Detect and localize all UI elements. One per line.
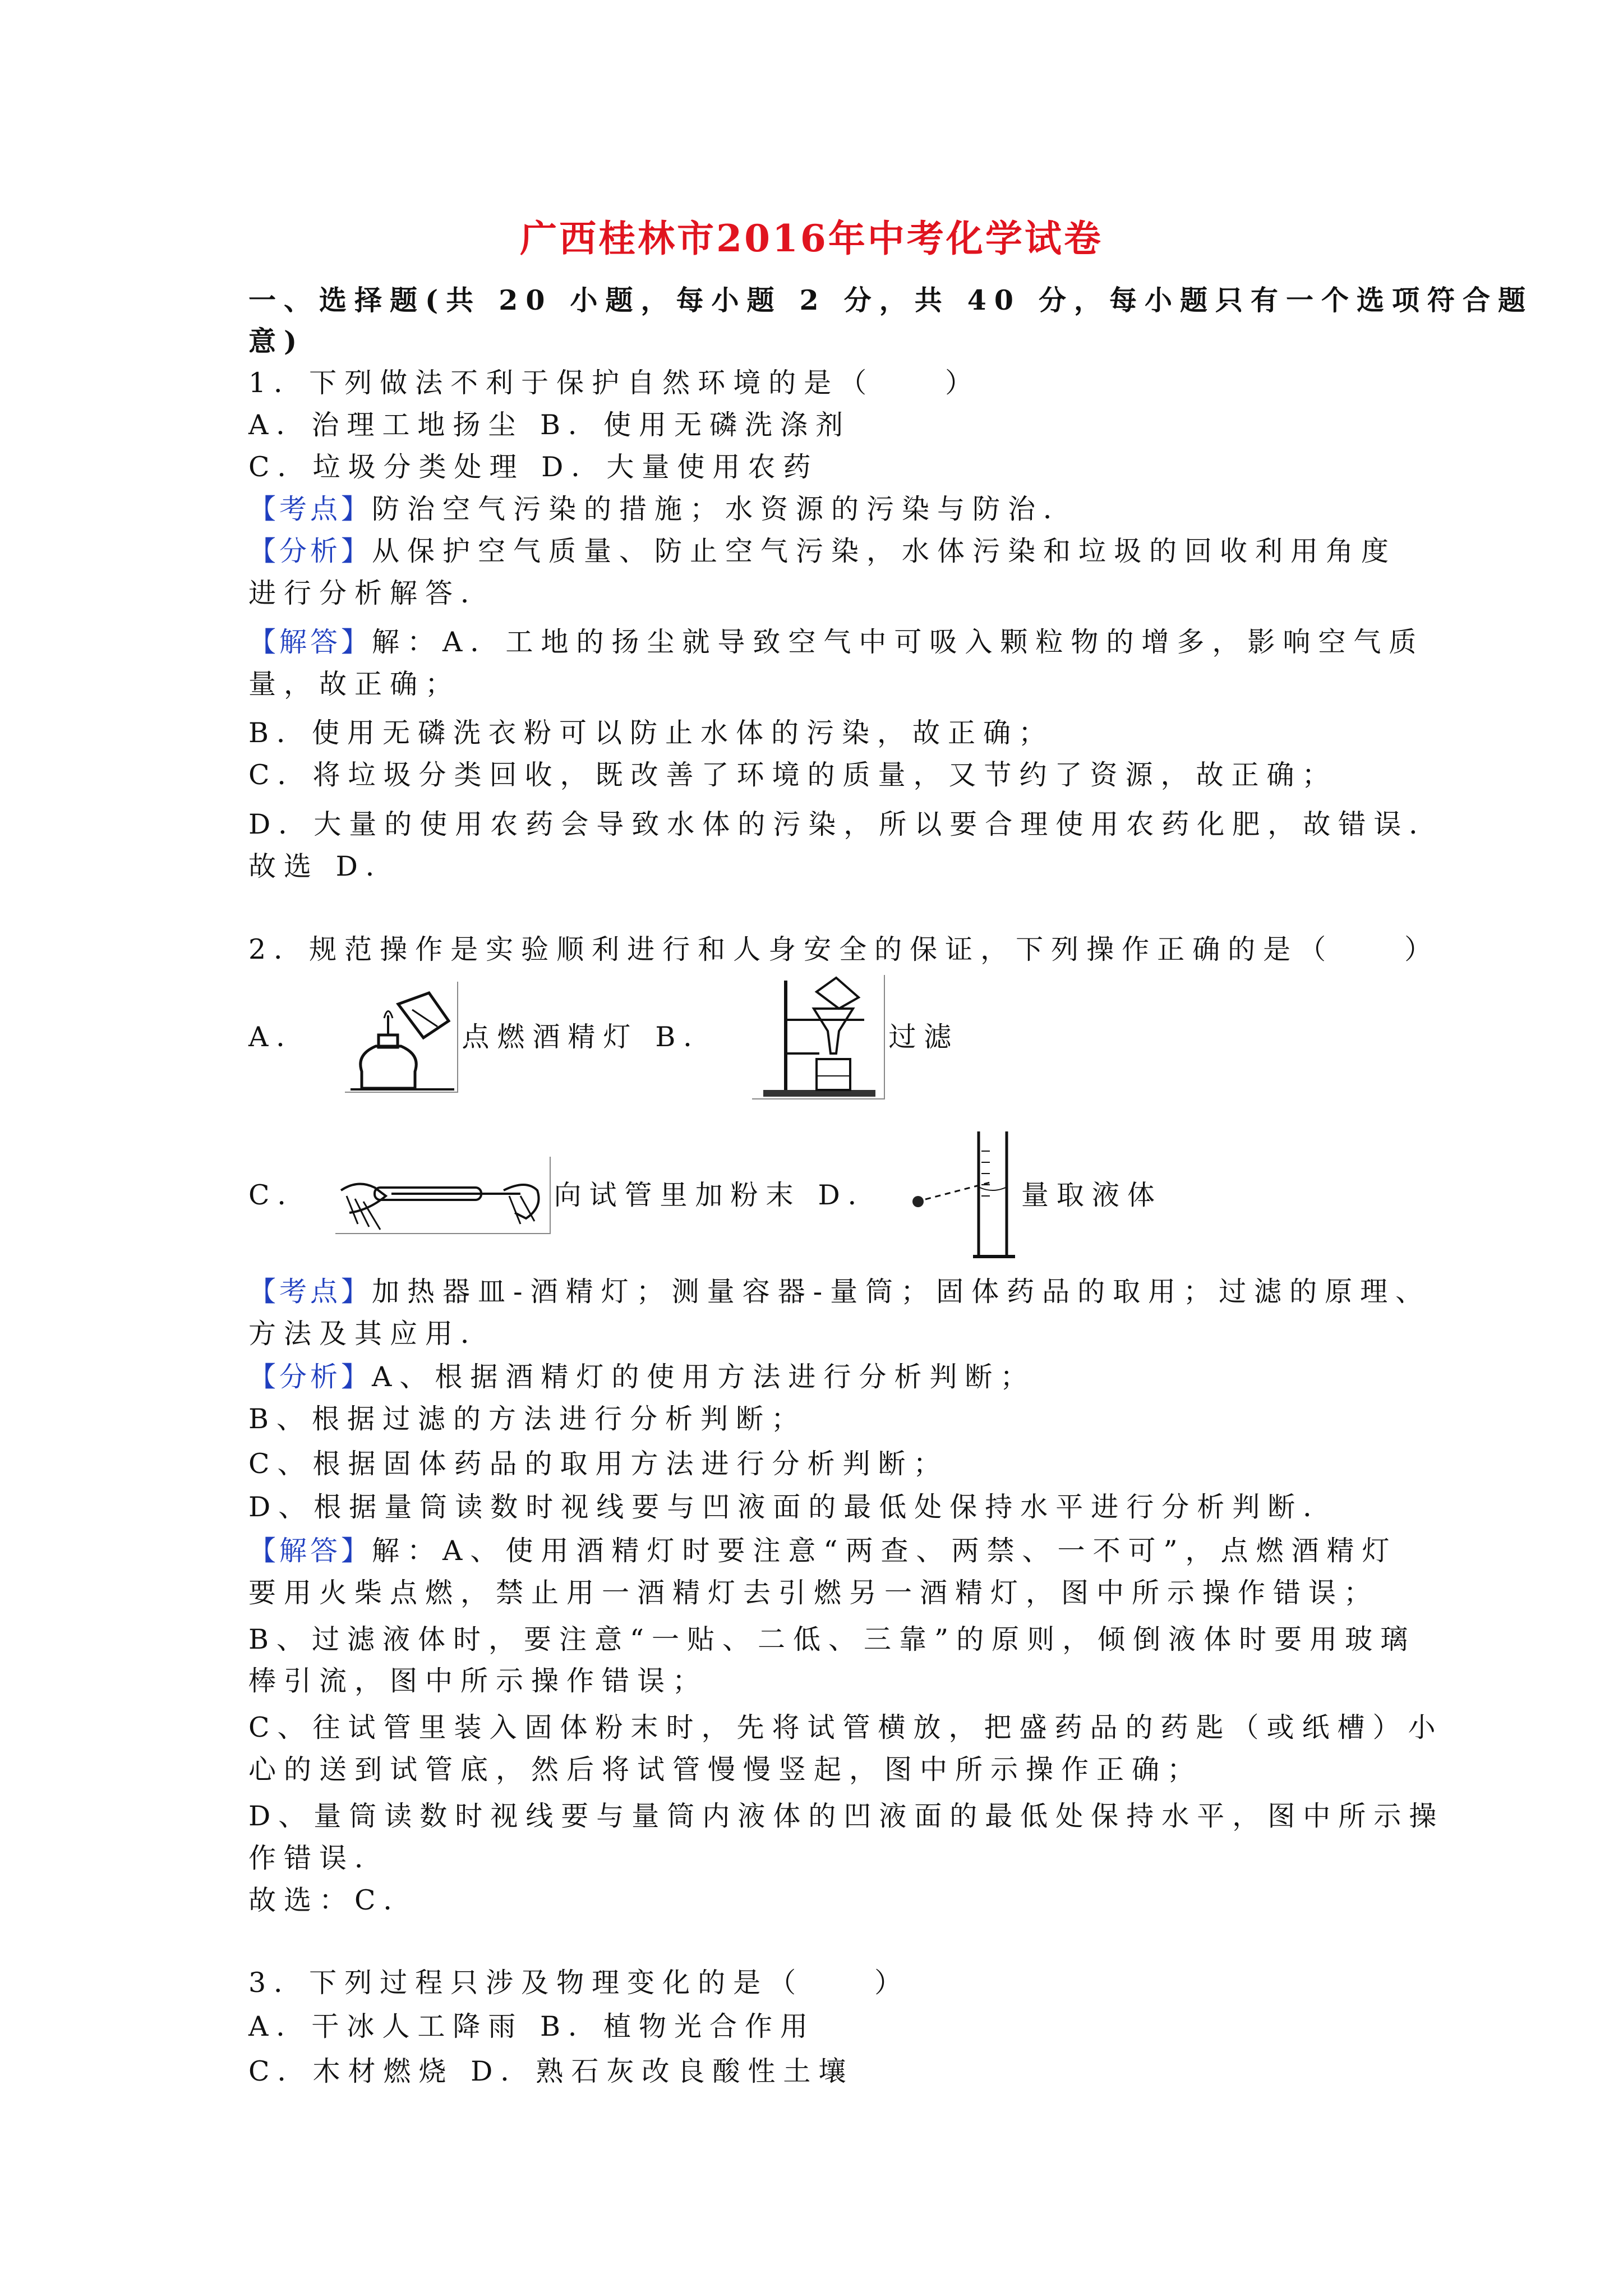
q1-options-ab: A．治理工地扬尘 B．使用无磷洗涤剂	[248, 409, 851, 441]
q2-answer: 故选：C．	[248, 1884, 419, 1916]
q2-fenxi-2: B、根据过滤的方法进行分析判断；	[248, 1403, 807, 1435]
q2-opt-b-text: 过滤	[888, 1021, 960, 1053]
q2-kaodian-text: 加热器皿-酒精灯；测量容器-量筒；固体药品的取用；过滤的原理、	[372, 1276, 1431, 1308]
fenxi-tag: 【分析】	[248, 1361, 372, 1393]
jieda-tag: 【解答】	[248, 1535, 372, 1567]
q1-answer: 故选 D．	[248, 850, 401, 882]
q2-opt-c-text: 向试管里加粉末	[554, 1179, 801, 1211]
section-heading-cont: 意)	[248, 325, 305, 357]
q2-kaodian	[248, 1272, 1431, 1312]
kaodian-tag: 【考点】	[248, 493, 372, 525]
q2-opt-b-label: B．	[655, 1021, 719, 1053]
kaodian-tag: 【考点】	[248, 1276, 372, 1308]
q1-jieda-4: C．将垃圾分类回收，既改善了环境的质量，又节约了资源，故正确；	[248, 759, 1338, 791]
q2-fenxi-4: D、根据量筒读数时视线要与凹液面的最低处保持水平进行分析判断．	[248, 1491, 1339, 1523]
q2-opt-a-text: 点燃酒精灯	[462, 1021, 639, 1053]
q1-kaodian	[248, 490, 1393, 529]
q2-fenxi	[248, 1358, 1393, 1397]
q2-jieda-7: D、量筒读数时视线要与量筒内液体的凹液面的最低处保持水平，图中所示操	[248, 1800, 1445, 1832]
q1-kaodian-text: 防治空气污染的措施；水资源的污染与防治．	[372, 493, 1079, 525]
q1-fenxi-text: 从保护空气质量、防止空气污染，水体污染和垃圾的回收利用角度	[372, 535, 1397, 567]
q1-jieda-5: D．大量的使用农药会导致水体的污染，所以要合理使用农药化肥，故错误．	[248, 808, 1445, 840]
graduated-cylinder-figure	[906, 1129, 1018, 1262]
q3-stem: 3．下列过程只涉及物理变化的是（ ）	[248, 1967, 910, 1999]
q1-options-cd: C．垃圾分类处理 D．大量使用农药	[248, 451, 819, 483]
q3-options-cd: C．木材燃烧 D．熟石灰改良酸性土壤	[248, 2055, 854, 2087]
q2-jieda-5: C、往试管里装入固体粉末时，先将试管横放，把盛药品的药匙（或纸槽）小	[248, 1711, 1444, 1743]
q2-opt-d-label: D．	[818, 1179, 883, 1211]
q2-opt-d-text: 量取液体	[1021, 1179, 1163, 1211]
q2-jieda-text: 解：A、使用酒精灯时要注意“两查、两禁、一不可”，点燃酒精灯	[372, 1535, 1398, 1567]
q2-jieda-4: 棒引流，图中所示操作错误；	[248, 1665, 708, 1697]
q2-jieda-2: 要用火柴点燃，禁止用一酒精灯去引燃另一酒精灯，图中所示操作错误；	[248, 1577, 1380, 1609]
q2-jieda-3: B、过滤液体时，要注意“一贴、二低、三靠”的原则，倾倒液体时要用玻璃	[248, 1623, 1416, 1655]
q1-fenxi-cont: 进行分析解答．	[248, 577, 496, 609]
filtration-figure	[752, 975, 885, 1099]
alcohol-lamp-figure	[345, 982, 458, 1093]
fenxi-tag: 【分析】	[248, 535, 372, 567]
q1-jieda	[248, 623, 1424, 662]
q2-stem: 2．规范操作是实验顺利进行和人身安全的保证，下列操作正确的是（ ）	[248, 933, 1440, 965]
q1-stem: 1．下列做法不利于保护自然环境的是（ ）	[248, 367, 981, 399]
q3-options-ab: A．干冰人工降雨 B．植物光合作用	[248, 2010, 815, 2042]
q2-opt-c-label: C．	[248, 1179, 313, 1211]
q1-jieda-2: 量，故正确；	[248, 668, 461, 700]
jieda-tag: 【解答】	[248, 626, 372, 658]
q2-kaodian-cont: 方法及其应用．	[248, 1318, 496, 1350]
q2-options-cd	[248, 1129, 1163, 1262]
q2-jieda	[248, 1531, 1398, 1571]
q1-jieda-text: 解：A．工地的扬尘就导致空气中可吸入颗粒物的增多，影响空气质	[372, 626, 1424, 658]
q2-fenxi-text: A、根据酒精灯的使用方法进行分析判断；	[372, 1361, 1036, 1393]
q2-jieda-6: 心的送到试管底，然后将试管慢慢竖起，图中所示操作正确；	[248, 1754, 1203, 1786]
q2-fenxi-3: C、根据固体药品的取用方法进行分析判断；	[248, 1448, 949, 1480]
section-heading: 一、选择题(共 20 小题，每小题 2 分，共 40 分，每小题只有一个选项符合题	[248, 284, 1534, 316]
q2-options-ab	[248, 975, 959, 1099]
page-title: 广西桂林市2016年中考化学试卷	[520, 217, 1103, 260]
q2-opt-a-label: A．	[248, 1021, 312, 1053]
test-tube-powder-figure	[335, 1157, 551, 1234]
q2-jieda-8: 作错误．	[248, 1842, 390, 1874]
q1-jieda-3: B．使用无磷洗衣粉可以防止水体的污染，故正确；	[248, 717, 1054, 749]
q1-fenxi	[248, 532, 1397, 571]
